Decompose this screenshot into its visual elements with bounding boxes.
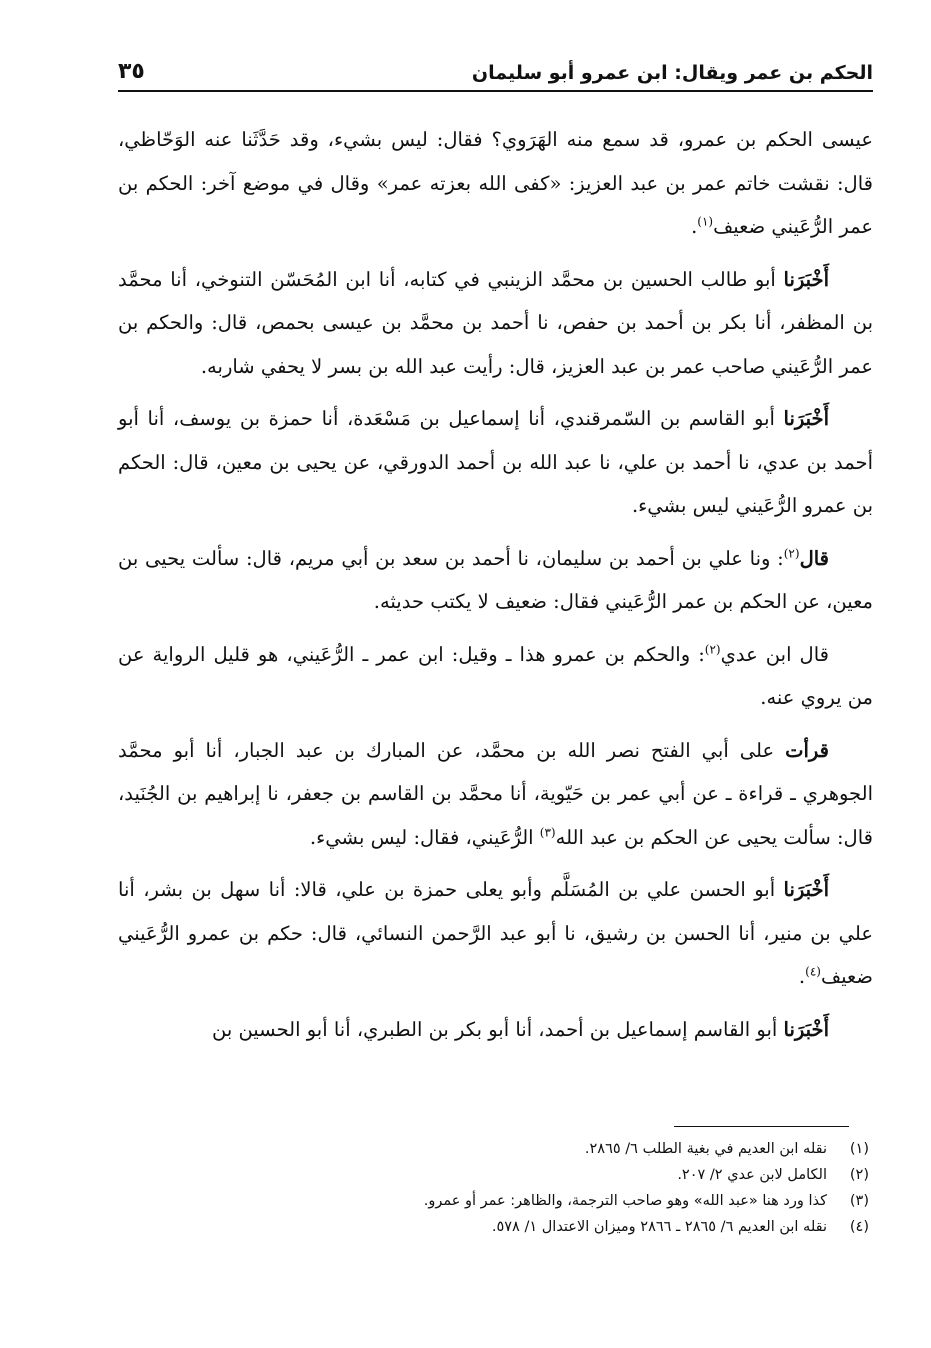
- paragraph: [118, 118, 873, 249]
- paragraph: [118, 397, 873, 528]
- paragraph-lead: أَخْبَرَنا: [783, 267, 829, 291]
- paragraph: [118, 868, 873, 999]
- paragraph-lead: قال: [799, 546, 829, 570]
- paragraph-text: : ونا علي بن أحمد بن سليمان، نا أحمد بن سعد بن أبي مريم، قال: سألت يحيى بن معين، عن الحكم بن عمر الرُّعَيني فقال: ضعيف لا يكتب حديثه.: [118, 546, 873, 613]
- paragraph: [118, 729, 873, 860]
- footnotes: [118, 1136, 873, 1240]
- footnote: [118, 1162, 873, 1188]
- footnote-text: كذا ورد هنا «عبد الله» وهو صاحب الترجمة، والظاهر: عمر أو عمرو.: [423, 1193, 827, 1209]
- footnote: [118, 1214, 873, 1240]
- paragraph-text: قال ابن عدي: [720, 642, 829, 666]
- paragraph-tail: .: [691, 215, 698, 238]
- paragraph-tail: الرُّعَيني، فقال: ليس بشيء.: [309, 825, 540, 849]
- footnote-ref[interactable]: (٣): [539, 825, 556, 839]
- footnote-text: نقله ابن العديم في بغية الطلب ٦/ ٢٨٦٥.: [584, 1141, 827, 1157]
- paragraph: [118, 258, 873, 389]
- footnote-ref[interactable]: (٤): [805, 964, 821, 979]
- paragraph-tail: : والحكم بن عمرو هذا ـ وقيل: ابن عمر ـ الرُّعَيني، هو قليل الرواية عن من يروي عنه.: [118, 642, 873, 709]
- paragraph-tail: .: [798, 965, 806, 988]
- paragraph-text: أبو القاسم إسماعيل بن أحمد، أنا أبو بكر بن الطبري، أنا أبو الحسين بن: [211, 1017, 784, 1041]
- paragraph: [118, 537, 873, 624]
- footnote-ref[interactable]: (٢): [704, 642, 721, 656]
- footnote-number: (١): [849, 1141, 869, 1157]
- footnote: [118, 1188, 873, 1214]
- footnote-separator: [674, 1126, 849, 1127]
- paragraph: [118, 633, 873, 720]
- footnote-text: الكامل لابن عدي ٢/ ٢٠٧.: [677, 1167, 827, 1183]
- footnote-number: (٤): [849, 1219, 869, 1235]
- paragraph-text: أبو طالب الحسين بن محمَّد الزينبي في كتابه، أنا ابن المُحَسّن التنوخي، أنا محمَّد بن المظفر، أنا بكر بن أحمد بن حفص، نا أحمد بن محمَّد بن عيسى بحمص، قال: والحكم بن عمر الرُّعَيني صاحب عمر بن عبد العزيز، قال: رأيت عبد الله بن بسر لا يحفي شاربه.: [118, 267, 873, 378]
- paragraph: [118, 1008, 873, 1052]
- paragraph-lead: أَخْبَرَنا: [783, 878, 829, 901]
- running-header: [118, 52, 873, 92]
- footnote-text: نقله ابن العديم ٦/ ٢٨٦٥ ـ ٢٨٦٦ وميزان الاعتدال ١/ ٥٧٨.: [491, 1219, 827, 1235]
- footnote-number: (٢): [849, 1167, 869, 1183]
- header-title: الحكم بن عمر ويقال: ابن عمرو أبو سليمان: [471, 62, 873, 84]
- paragraph-text: أبو القاسم بن السّمرقندي، أنا إسماعيل بن مَسْعَدة، أنا حمزة بن يوسف، أنا أبو أحمد بن عدي، نا أحمد بن علي، نا عبد الله بن أحمد الدورقي، عن يحيى بن معين، قال: الحكم بن عمرو الرُّعَيني ليس بشيء.: [118, 407, 873, 517]
- paragraph-lead: أَخْبَرَنا: [783, 1017, 829, 1041]
- paragraph-text: على أبي الفتح نصر الله بن محمَّد، عن المبارك بن عبد الجبار، أنا أبو محمَّد الجوهري ـ قراءة ـ عن أبي عمر بن حَيّوية، أنا محمَّد بن القاسم بن جعفر، نا إبراهيم بن الجُنَيد، قال: سألت يحيى عن الحكم بن عبد الله: [118, 738, 873, 849]
- footnote-number: (٣): [849, 1193, 869, 1209]
- footnote: [118, 1136, 873, 1162]
- page-number: ٣٥: [118, 59, 145, 84]
- footnote-ref[interactable]: (٢): [783, 546, 800, 560]
- footnote-ref[interactable]: (١): [697, 214, 714, 229]
- paragraph-lead: أَخْبَرَنا: [783, 407, 829, 430]
- paragraph-lead: قرأت: [785, 738, 829, 762]
- main-text: [118, 118, 873, 1060]
- paragraph-text: عيسى الحكم بن عمرو، قد سمع منه الهَرَوي؟ فقال: ليس بشيء، وقد حَدَّثَنا عنه الوَحّاظي، قال: نقشت خاتم عمر بن عبد العزيز: «كفى الله بعزته عمر» وقال في موضع آخر: الحكم بن عمر الرُّعَيني ضعيف: [118, 128, 873, 238]
- paragraph-text: أبو الحسن علي بن المُسَلَّم وأبو يعلى حمزة بن علي، قالا: أنا سهل بن بشر، أنا علي بن منير، أنا الحسن بن رشيق، نا أبو عبد الرَّحمن النسائي، قال: حكم بن عمرو الرُّعَيني ضعيف: [118, 878, 873, 988]
